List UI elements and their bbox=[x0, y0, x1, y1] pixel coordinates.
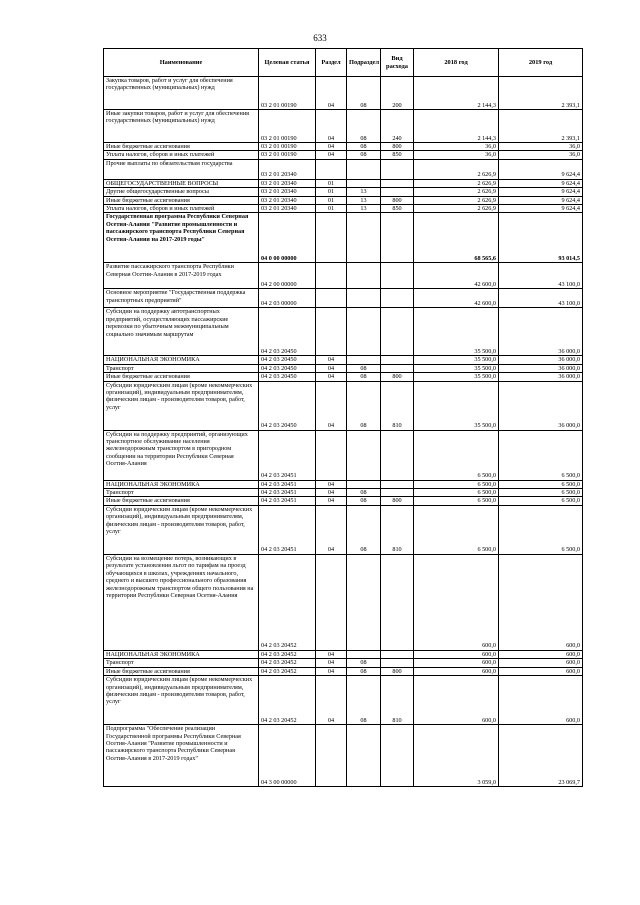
row-name: Закупка товаров, работ и услуг для обеспечения государственных (муниципальных) нужд bbox=[104, 77, 259, 110]
header-name: Наименование bbox=[104, 49, 259, 77]
row-value-2018: 600,0 bbox=[414, 554, 499, 650]
row-name: Иные бюджетные ассигнования bbox=[104, 497, 259, 505]
row-section bbox=[316, 725, 347, 787]
row-value-2018: 2 626,9 bbox=[414, 179, 499, 187]
row-target-article: 04 2 03 20450 bbox=[259, 356, 316, 364]
row-value-2018: 36,0 bbox=[414, 151, 499, 159]
table-row bbox=[104, 667, 583, 675]
row-name: Субсидии юридическим лицам (кроме некоммерческих организаций), индивидуальным предпринимателям, физическим лицам - производителям товаров, работ, услуг bbox=[104, 505, 259, 554]
row-subsection bbox=[347, 308, 381, 356]
row-subsection bbox=[347, 430, 381, 480]
row-expense-type: 810 bbox=[381, 676, 414, 725]
row-value-2019: 600,0 bbox=[499, 650, 583, 658]
row-subsection: 08 bbox=[347, 497, 381, 505]
row-name: Субсидии на поддержку предприятий, организующих транспортное обслуживание населения железнодорожным транспортом в пригородном сообщении на территории Республики Северная Осетия-Алания bbox=[104, 430, 259, 480]
row-value-2018: 35 500,0 bbox=[414, 381, 499, 430]
table-row bbox=[104, 554, 583, 650]
row-subsection: 08 bbox=[347, 505, 381, 554]
row-expense-type bbox=[381, 430, 414, 480]
row-target-article: 03 2 01 00190 bbox=[259, 110, 316, 143]
row-value-2019: 6 500,0 bbox=[499, 497, 583, 505]
row-value-2019: 36 000,0 bbox=[499, 373, 583, 381]
row-value-2018: 2 626,9 bbox=[414, 205, 499, 213]
row-expense-type bbox=[381, 179, 414, 187]
header-expense-type: Вид расхода bbox=[381, 49, 414, 77]
row-expense-type: 850 bbox=[381, 151, 414, 159]
budget-table bbox=[103, 48, 583, 787]
row-expense-type: 800 bbox=[381, 667, 414, 675]
row-section: 04 bbox=[316, 143, 347, 151]
row-value-2018: 600,0 bbox=[414, 650, 499, 658]
row-subsection bbox=[347, 213, 381, 263]
row-target-article: 04 2 03 20452 bbox=[259, 676, 316, 725]
row-subsection bbox=[347, 159, 381, 179]
row-subsection: 08 bbox=[347, 364, 381, 372]
row-target-article: 04 2 03 20451 bbox=[259, 497, 316, 505]
table-row bbox=[104, 110, 583, 143]
row-name: Иные бюджетные ассигнования bbox=[104, 196, 259, 204]
row-expense-type: 800 bbox=[381, 196, 414, 204]
row-section: 04 bbox=[316, 480, 347, 488]
row-target-article: 04 3 00 00000 bbox=[259, 725, 316, 787]
row-subsection: 08 bbox=[347, 489, 381, 497]
row-value-2018: 35 500,0 bbox=[414, 364, 499, 372]
row-value-2019: 93 014,5 bbox=[499, 213, 583, 263]
row-name: Прочие выплаты по обязательствам государства bbox=[104, 159, 259, 179]
row-expense-type: 200 bbox=[381, 77, 414, 110]
row-subsection: 13 bbox=[347, 196, 381, 204]
row-section: 04 bbox=[316, 650, 347, 658]
row-value-2018: 42 600,0 bbox=[414, 289, 499, 308]
table-row bbox=[104, 143, 583, 151]
table-row bbox=[104, 364, 583, 372]
row-expense-type bbox=[381, 213, 414, 263]
row-target-article: 04 2 03 20452 bbox=[259, 667, 316, 675]
row-subsection bbox=[347, 554, 381, 650]
row-value-2018: 2 626,9 bbox=[414, 196, 499, 204]
header-section: Раздел bbox=[316, 49, 347, 77]
table-row bbox=[104, 151, 583, 159]
row-value-2018: 6 500,0 bbox=[414, 480, 499, 488]
header-subsection: Подраздел bbox=[347, 49, 381, 77]
row-value-2018: 35 500,0 bbox=[414, 373, 499, 381]
table-row bbox=[104, 77, 583, 110]
row-subsection: 08 bbox=[347, 151, 381, 159]
row-target-article: 03 2 01 20340 bbox=[259, 196, 316, 204]
row-value-2018: 6 500,0 bbox=[414, 497, 499, 505]
row-subsection: 08 bbox=[347, 373, 381, 381]
row-section: 04 bbox=[316, 381, 347, 430]
row-value-2019: 43 100,0 bbox=[499, 263, 583, 289]
row-name: Иные бюджетные ассигнования bbox=[104, 667, 259, 675]
row-subsection: 13 bbox=[347, 188, 381, 196]
row-name: Транспорт bbox=[104, 659, 259, 667]
table-row bbox=[104, 373, 583, 381]
row-value-2019: 36 000,0 bbox=[499, 356, 583, 364]
row-expense-type bbox=[381, 659, 414, 667]
row-name: Субсидии на возмещение потерь, возникающих в результате установления льгот по тарифам на проезд обучающихся в школах, учреждениях начального, среднего и высшего профессионального образования железнодорожным транспортом общего пользования на территории Республики Северная Осетия-Алания bbox=[104, 554, 259, 650]
row-value-2019: 2 393,1 bbox=[499, 110, 583, 143]
table-row bbox=[104, 650, 583, 658]
row-target-article: 04 2 03 20451 bbox=[259, 489, 316, 497]
row-name: Развитие пассажирского транспорта Республики Северная Осетия-Алания в 2017-2019 годах bbox=[104, 263, 259, 289]
row-expense-type bbox=[381, 650, 414, 658]
table-row bbox=[104, 430, 583, 480]
table-row bbox=[104, 505, 583, 554]
row-name: Иные бюджетные ассигнования bbox=[104, 373, 259, 381]
row-expense-type bbox=[381, 188, 414, 196]
row-expense-type bbox=[381, 489, 414, 497]
row-target-article: 04 2 03 20450 bbox=[259, 308, 316, 356]
row-subsection: 08 bbox=[347, 676, 381, 725]
row-expense-type: 240 bbox=[381, 110, 414, 143]
row-value-2019: 36 000,0 bbox=[499, 381, 583, 430]
row-section: 04 bbox=[316, 676, 347, 725]
row-name: Уплата налогов, сборов и иных платежей bbox=[104, 151, 259, 159]
row-name: ОБЩЕГОСУДАРСТВЕННЫЕ ВОПРОСЫ bbox=[104, 179, 259, 187]
row-section: 04 bbox=[316, 505, 347, 554]
row-section: 04 bbox=[316, 356, 347, 364]
row-value-2019: 9 624,4 bbox=[499, 188, 583, 196]
table-row bbox=[104, 489, 583, 497]
header-target-article: Целевая статья bbox=[259, 49, 316, 77]
row-target-article: 03 2 01 20340 bbox=[259, 188, 316, 196]
row-section bbox=[316, 213, 347, 263]
row-target-article: 03 2 01 00190 bbox=[259, 77, 316, 110]
row-name: Другие общегосударственные вопросы bbox=[104, 188, 259, 196]
table-row bbox=[104, 205, 583, 213]
table-row bbox=[104, 188, 583, 196]
row-subsection: 13 bbox=[347, 205, 381, 213]
table-row bbox=[104, 480, 583, 488]
row-section: 04 bbox=[316, 364, 347, 372]
row-name: Иные закупки товаров, работ и услуг для обеспечения государственных (муниципальных) нужд bbox=[104, 110, 259, 143]
row-section: 04 bbox=[316, 659, 347, 667]
row-section: 01 bbox=[316, 179, 347, 187]
row-name: НАЦИОНАЛЬНАЯ ЭКОНОМИКА bbox=[104, 650, 259, 658]
row-value-2019: 36 000,0 bbox=[499, 364, 583, 372]
row-target-article: 03 2 01 20340 bbox=[259, 159, 316, 179]
page-number: 633 bbox=[313, 33, 327, 43]
row-value-2019: 23 069,7 bbox=[499, 725, 583, 787]
row-value-2018: 600,0 bbox=[414, 667, 499, 675]
row-section bbox=[316, 308, 347, 356]
row-target-article: 04 2 03 00000 bbox=[259, 289, 316, 308]
row-value-2019: 6 500,0 bbox=[499, 480, 583, 488]
row-value-2018: 35 500,0 bbox=[414, 356, 499, 364]
row-value-2019: 600,0 bbox=[499, 676, 583, 725]
row-target-article: 03 2 01 00190 bbox=[259, 151, 316, 159]
row-expense-type bbox=[381, 480, 414, 488]
row-value-2019: 600,0 bbox=[499, 659, 583, 667]
row-value-2018: 68 565,6 bbox=[414, 213, 499, 263]
row-target-article: 04 2 03 20452 bbox=[259, 554, 316, 650]
row-expense-type: 850 bbox=[381, 205, 414, 213]
row-section bbox=[316, 263, 347, 289]
row-value-2018: 36,0 bbox=[414, 143, 499, 151]
row-target-article: 04 2 03 20451 bbox=[259, 505, 316, 554]
row-section bbox=[316, 554, 347, 650]
table-row bbox=[104, 159, 583, 179]
row-subsection bbox=[347, 179, 381, 187]
row-value-2019: 36,0 bbox=[499, 151, 583, 159]
row-subsection bbox=[347, 650, 381, 658]
row-expense-type bbox=[381, 356, 414, 364]
row-expense-type bbox=[381, 308, 414, 356]
row-section: 04 bbox=[316, 667, 347, 675]
row-expense-type: 810 bbox=[381, 505, 414, 554]
row-expense-type: 800 bbox=[381, 497, 414, 505]
row-section: 01 bbox=[316, 188, 347, 196]
row-value-2019: 9 624,4 bbox=[499, 179, 583, 187]
row-name: Основное мероприятие "Государственная поддержка транспортных предприятий" bbox=[104, 289, 259, 308]
row-target-article: 03 2 01 00190 bbox=[259, 143, 316, 151]
table-row bbox=[104, 308, 583, 356]
row-target-article: 04 0 00 00000 bbox=[259, 213, 316, 263]
row-section: 04 bbox=[316, 497, 347, 505]
row-subsection bbox=[347, 480, 381, 488]
row-subsection: 08 bbox=[347, 659, 381, 667]
row-subsection bbox=[347, 725, 381, 787]
row-expense-type bbox=[381, 159, 414, 179]
row-value-2019: 9 624,4 bbox=[499, 196, 583, 204]
row-section: 04 bbox=[316, 151, 347, 159]
row-expense-type bbox=[381, 364, 414, 372]
table-row bbox=[104, 356, 583, 364]
row-target-article: 04 2 03 20451 bbox=[259, 480, 316, 488]
row-name: Транспорт bbox=[104, 489, 259, 497]
row-subsection: 08 bbox=[347, 143, 381, 151]
row-subsection: 08 bbox=[347, 77, 381, 110]
table-row bbox=[104, 497, 583, 505]
row-value-2018: 42 600,0 bbox=[414, 263, 499, 289]
table-row bbox=[104, 263, 583, 289]
row-name: НАЦИОНАЛЬНАЯ ЭКОНОМИКА bbox=[104, 356, 259, 364]
table-row bbox=[104, 179, 583, 187]
row-value-2019: 6 500,0 bbox=[499, 505, 583, 554]
row-section: 01 bbox=[316, 196, 347, 204]
row-name: Субсидии юридическим лицам (кроме некоммерческих организаций), индивидуальным предпринимателям, физическим лицам - производителям товаров, работ, услуг bbox=[104, 676, 259, 725]
row-value-2018: 600,0 bbox=[414, 659, 499, 667]
row-expense-type bbox=[381, 725, 414, 787]
row-name: Субсидии юридическим лицам (кроме некоммерческих организаций), индивидуальным предпринимателям, физическим лицам - производителям товаров, работ, услуг bbox=[104, 381, 259, 430]
row-value-2018: 2 626,9 bbox=[414, 159, 499, 179]
row-section: 01 bbox=[316, 205, 347, 213]
row-expense-type bbox=[381, 263, 414, 289]
row-subsection: 08 bbox=[347, 110, 381, 143]
row-value-2019: 43 100,0 bbox=[499, 289, 583, 308]
row-value-2019: 36,0 bbox=[499, 143, 583, 151]
row-section bbox=[316, 289, 347, 308]
header-2019: 2019 год bbox=[499, 49, 583, 77]
row-target-article: 03 2 01 20340 bbox=[259, 205, 316, 213]
row-section bbox=[316, 159, 347, 179]
row-target-article: 04 2 03 20452 bbox=[259, 659, 316, 667]
row-name: НАЦИОНАЛЬНАЯ ЭКОНОМИКА bbox=[104, 480, 259, 488]
row-name: Уплата налогов, сборов и иных платежей bbox=[104, 205, 259, 213]
row-expense-type: 800 bbox=[381, 143, 414, 151]
table-header-row bbox=[104, 49, 583, 77]
row-target-article: 04 2 03 20450 bbox=[259, 373, 316, 381]
row-section: 04 bbox=[316, 373, 347, 381]
row-name: Транспорт bbox=[104, 364, 259, 372]
row-value-2019: 9 624,4 bbox=[499, 205, 583, 213]
row-value-2018: 2 144,3 bbox=[414, 77, 499, 110]
row-value-2019: 2 393,1 bbox=[499, 77, 583, 110]
row-value-2018: 6 500,0 bbox=[414, 489, 499, 497]
row-value-2019: 6 500,0 bbox=[499, 489, 583, 497]
row-target-article: 04 2 03 20452 bbox=[259, 650, 316, 658]
row-value-2018: 600,0 bbox=[414, 676, 499, 725]
table-row bbox=[104, 659, 583, 667]
row-name: Субсидии на поддержку автотранспортных предприятий, осуществляющих пассажирские перевозки по убыточным межмуниципальным социально значимым маршрутам bbox=[104, 308, 259, 356]
row-target-article: 04 2 00 00000 bbox=[259, 263, 316, 289]
row-target-article: 04 2 03 20450 bbox=[259, 364, 316, 372]
row-value-2018: 3 059,0 bbox=[414, 725, 499, 787]
row-target-article: 03 2 01 20340 bbox=[259, 179, 316, 187]
row-subsection: 08 bbox=[347, 667, 381, 675]
row-name: Подпрограмма "Обеспечение реализации Государственной программы Республики Северная Осетия-Алания "Развитие промышленности и пассажирского транспорта Республики Северная Осетия-Алания в 2017-2019 годах" bbox=[104, 725, 259, 787]
table-row bbox=[104, 676, 583, 725]
table-row bbox=[104, 381, 583, 430]
row-value-2019: 36 000,0 bbox=[499, 308, 583, 356]
header-2018: 2018 год bbox=[414, 49, 499, 77]
row-expense-type bbox=[381, 554, 414, 650]
table-row bbox=[104, 289, 583, 308]
row-value-2019: 600,0 bbox=[499, 667, 583, 675]
row-section bbox=[316, 430, 347, 480]
row-expense-type: 800 bbox=[381, 373, 414, 381]
row-target-article: 04 2 03 20450 bbox=[259, 381, 316, 430]
row-value-2018: 2 144,3 bbox=[414, 110, 499, 143]
row-value-2018: 6 500,0 bbox=[414, 430, 499, 480]
row-subsection: 08 bbox=[347, 381, 381, 430]
row-subsection bbox=[347, 356, 381, 364]
row-value-2019: 6 500,0 bbox=[499, 430, 583, 480]
row-value-2019: 600,0 bbox=[499, 554, 583, 650]
row-section: 04 bbox=[316, 489, 347, 497]
row-value-2018: 6 500,0 bbox=[414, 505, 499, 554]
row-name: Государственная программа Республики Северная Осетия-Алания "Развитие промышленности и пассажирского транспорта Республики Северная Осетия-Алания на 2017-2019 годы" bbox=[104, 213, 259, 263]
table-row bbox=[104, 725, 583, 787]
row-subsection bbox=[347, 289, 381, 308]
row-section: 04 bbox=[316, 110, 347, 143]
table-row bbox=[104, 213, 583, 263]
row-section: 04 bbox=[316, 77, 347, 110]
row-value-2018: 35 500,0 bbox=[414, 308, 499, 356]
row-expense-type: 810 bbox=[381, 381, 414, 430]
row-target-article: 04 2 03 20451 bbox=[259, 430, 316, 480]
table-row bbox=[104, 196, 583, 204]
row-value-2018: 2 626,9 bbox=[414, 188, 499, 196]
row-subsection bbox=[347, 263, 381, 289]
row-name: Иные бюджетные ассигнования bbox=[104, 143, 259, 151]
row-expense-type bbox=[381, 289, 414, 308]
row-value-2019: 9 624,4 bbox=[499, 159, 583, 179]
